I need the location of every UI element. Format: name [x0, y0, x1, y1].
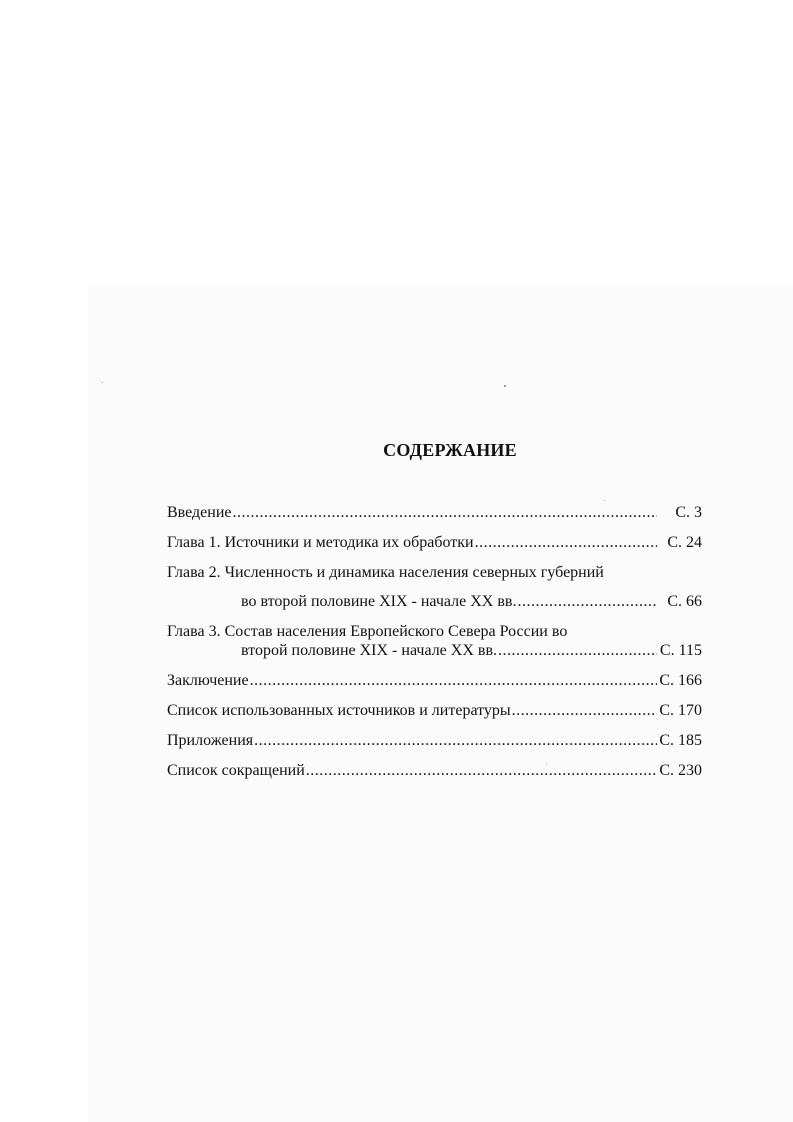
toc-entry-label: Заключение	[167, 672, 249, 689]
page-title: СОДЕРЖАНИЕ	[383, 440, 517, 460]
toc-page-number: С. 66	[667, 593, 702, 610]
toc-page-number: С. 170	[659, 702, 702, 719]
toc-entry-label: Список сокращений	[167, 762, 305, 779]
toc-dot-leader	[254, 731, 657, 751]
toc-entry-label: Глава 1. Источники и методика их обработки	[167, 534, 474, 551]
toc-entry-chapter-2-title: Глава 2. Численность и динамика населения северных губерний	[167, 564, 604, 581]
toc-dot-leader	[250, 671, 657, 691]
toc-page-number: С. 230	[659, 762, 702, 779]
toc-entry-label: Приложения	[167, 732, 254, 749]
toc-dot-leader	[517, 592, 657, 612]
toc-entry-label: во второй половине XIX - начале XX вв.	[241, 593, 517, 610]
toc-entry-conclusion	[167, 671, 702, 691]
toc-dot-leader	[233, 503, 658, 523]
toc-entry-label: Введение	[167, 504, 232, 521]
toc-dot-leader	[498, 641, 657, 661]
toc-dot-leader	[512, 701, 657, 721]
toc-page-number: С. 115	[659, 642, 702, 659]
toc-entry-chapter-3	[241, 641, 702, 661]
toc-page-number: С. 24	[667, 534, 702, 551]
scan-speck	[604, 500, 605, 501]
toc-entry-chapter-2	[241, 592, 702, 612]
toc-entry-introduction	[167, 503, 702, 523]
toc-page-number: С. 3	[675, 504, 702, 521]
toc-page-number: С. 185	[659, 732, 702, 749]
toc-entry-abbreviations	[167, 761, 702, 781]
toc-page-number: С. 166	[659, 672, 702, 689]
toc-entry-label: второй половине XIX - начале XX вв.	[241, 642, 497, 659]
toc-dot-leader	[475, 533, 657, 553]
toc-entry-label: Список использованных источников и литературы	[167, 702, 511, 719]
toc-entry-appendices	[167, 731, 702, 751]
scan-speck	[102, 382, 103, 383]
toc-entry-chapter-1	[167, 533, 702, 553]
scan-speck	[504, 385, 506, 387]
toc-entry-sources	[167, 701, 702, 721]
toc-dot-leader	[306, 761, 657, 781]
toc-entry-chapter-3-title: Глава 3. Состав населения Европейского Севера России во	[167, 623, 568, 640]
